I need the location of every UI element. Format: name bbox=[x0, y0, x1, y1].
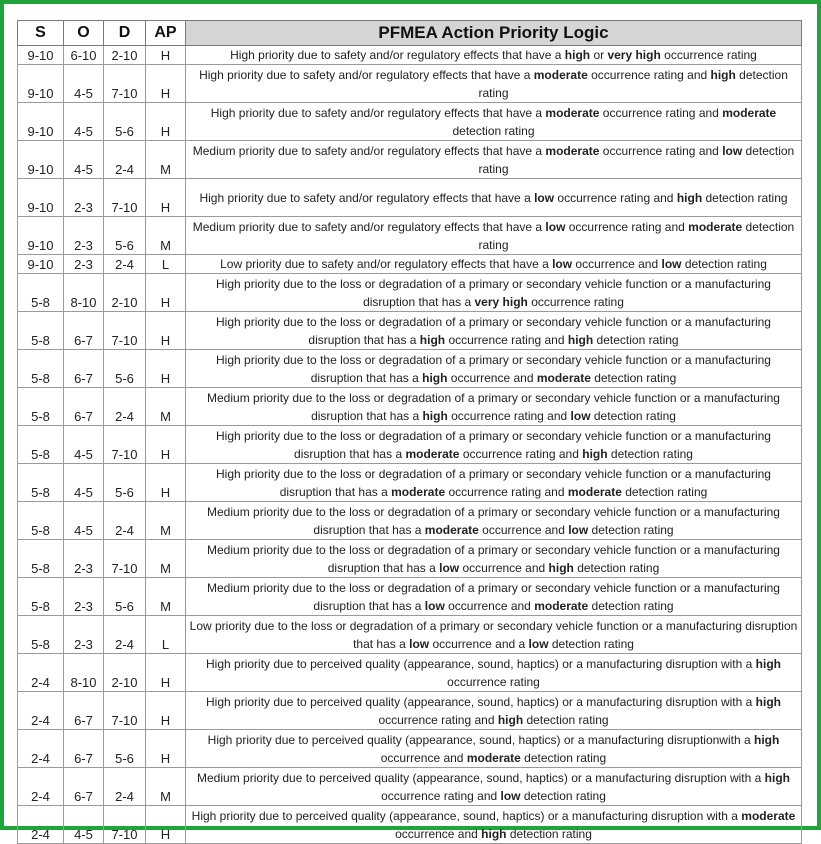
action-priority-cell: H bbox=[146, 65, 186, 103]
detection-cell: 2-10 bbox=[104, 654, 146, 692]
rating-emphasis: moderate bbox=[424, 522, 479, 537]
action-priority-cell: H bbox=[146, 692, 186, 730]
action-priority-cell: H bbox=[146, 46, 186, 65]
description-text: Medium priority due to the loss or degradation of a primary or secondary vehicle function or a manufacturing disruption that has a bbox=[207, 504, 780, 537]
description-text: High priority due to the loss or degradation of a primary or secondary vehicle function or a manufacturing disruption that has a bbox=[216, 276, 771, 309]
description-text: detection rating bbox=[478, 67, 788, 100]
rating-emphasis: low bbox=[570, 408, 591, 423]
severity-cell: 9-10 bbox=[18, 179, 64, 217]
description-text: High priority due to the loss or degradation of a primary or secondary vehicle function or a manufacturing disruption that has a bbox=[216, 352, 771, 385]
description-text: occurrence rating and bbox=[459, 446, 583, 461]
severity-cell: 2-4 bbox=[18, 730, 64, 768]
occurrence-cell: 6-10 bbox=[64, 46, 104, 65]
rating-emphasis: low bbox=[722, 143, 743, 158]
occurrence-cell: 2-3 bbox=[64, 179, 104, 217]
detection-cell: 5-6 bbox=[104, 217, 146, 255]
rating-emphasis: high bbox=[422, 408, 448, 423]
description-text: occurrence and bbox=[380, 750, 467, 765]
action-priority-cell: H bbox=[146, 730, 186, 768]
rating-emphasis: high bbox=[548, 560, 574, 575]
rating-emphasis: moderate bbox=[722, 105, 777, 120]
rating-emphasis: low bbox=[409, 636, 430, 651]
description-text: detection rating bbox=[588, 598, 674, 613]
table-row bbox=[18, 502, 802, 540]
description-text: occurrence rating and bbox=[447, 408, 571, 423]
action-priority-cell: H bbox=[146, 654, 186, 692]
description-text: occurrence rating and bbox=[445, 332, 568, 347]
description-text: occurrence and a bbox=[429, 636, 529, 651]
description-cell bbox=[186, 426, 802, 464]
detection-cell: 2-10 bbox=[104, 46, 146, 65]
detection-cell: 2-4 bbox=[104, 255, 146, 274]
table-row bbox=[18, 274, 802, 312]
pfmea-action-priority-table bbox=[17, 20, 802, 844]
rating-emphasis: high bbox=[419, 332, 446, 347]
description-text: occurrence and bbox=[444, 598, 535, 613]
occurrence-cell: 2-3 bbox=[64, 217, 104, 255]
description-text: High priority due to safety and/or regulatory effects that have a bbox=[199, 190, 535, 205]
rating-emphasis: high bbox=[481, 826, 507, 841]
occurrence-cell: 2-3 bbox=[64, 578, 104, 616]
action-priority-cell: M bbox=[146, 217, 186, 255]
detection-cell: 7-10 bbox=[104, 426, 146, 464]
description-text: detection rating bbox=[607, 446, 693, 461]
description-text: High priority due to the loss or degradation of a primary or secondary vehicle function or a manufacturing disruption that has a bbox=[216, 466, 771, 499]
header-row bbox=[18, 21, 802, 46]
description-cell bbox=[186, 312, 802, 350]
rating-emphasis: high bbox=[582, 446, 608, 461]
action-priority-cell: M bbox=[146, 578, 186, 616]
action-priority-cell: L bbox=[146, 255, 186, 274]
detection-cell: 2-4 bbox=[104, 141, 146, 179]
description-text: occurrence and bbox=[459, 560, 549, 575]
description-cell bbox=[186, 103, 802, 141]
severity-cell: 2-4 bbox=[18, 806, 64, 844]
severity-cell: 2-4 bbox=[18, 768, 64, 806]
table-row bbox=[18, 255, 802, 274]
rating-emphasis: low bbox=[568, 522, 589, 537]
severity-cell: 5-8 bbox=[18, 426, 64, 464]
occurrence-cell: 6-7 bbox=[64, 388, 104, 426]
description-cell bbox=[186, 141, 802, 179]
detection-cell: 7-10 bbox=[104, 179, 146, 217]
action-priority-cell: H bbox=[146, 312, 186, 350]
rating-emphasis: moderate bbox=[466, 750, 521, 765]
description-text: detection rating bbox=[520, 750, 607, 765]
description-text: High priority due to perceived quality (appearance, sound, haptics) or a manufacturing disruption with a bbox=[206, 694, 756, 709]
detection-cell: 2-4 bbox=[104, 388, 146, 426]
description-text: detection rating bbox=[590, 408, 676, 423]
rating-emphasis: moderate bbox=[405, 446, 460, 461]
action-priority-cell: H bbox=[146, 350, 186, 388]
rating-emphasis: very high bbox=[474, 294, 528, 309]
rating-emphasis: high bbox=[422, 370, 448, 385]
occurrence-cell: 4-5 bbox=[64, 426, 104, 464]
severity-cell: 5-8 bbox=[18, 350, 64, 388]
severity-cell: 9-10 bbox=[18, 65, 64, 103]
description-cell bbox=[186, 274, 802, 312]
table-row bbox=[18, 806, 802, 844]
table-row bbox=[18, 350, 802, 388]
rating-emphasis: moderate bbox=[567, 484, 622, 499]
description-text: occurrence and bbox=[395, 826, 482, 841]
description-text: occurrence rating and bbox=[599, 105, 723, 120]
rating-emphasis: high bbox=[564, 48, 591, 62]
rating-emphasis: low bbox=[424, 598, 445, 613]
detection-cell: 7-10 bbox=[104, 312, 146, 350]
description-text: Medium priority due to safety and/or regulatory effects that have a bbox=[192, 143, 546, 158]
action-priority-cell: H bbox=[146, 103, 186, 141]
severity-cell: 5-8 bbox=[18, 274, 64, 312]
rating-emphasis: moderate bbox=[534, 598, 589, 613]
severity-cell: 5-8 bbox=[18, 388, 64, 426]
severity-cell: 2-4 bbox=[18, 692, 64, 730]
description-text: or bbox=[590, 48, 608, 62]
occurrence-cell: 4-5 bbox=[64, 464, 104, 502]
occurrence-cell: 2-3 bbox=[64, 540, 104, 578]
occurrence-cell: 2-3 bbox=[64, 616, 104, 654]
rating-emphasis: high bbox=[676, 190, 703, 205]
description-text: occurrence and bbox=[447, 370, 537, 385]
rating-emphasis: moderate bbox=[536, 370, 591, 385]
description-text: High priority due to safety and/or regulatory effects that have a bbox=[230, 48, 565, 62]
occurrence-cell: 6-7 bbox=[64, 350, 104, 388]
description-cell bbox=[186, 654, 802, 692]
occurrence-cell: 4-5 bbox=[64, 65, 104, 103]
description-cell bbox=[186, 768, 802, 806]
occurrence-cell: 8-10 bbox=[64, 654, 104, 692]
action-priority-cell: H bbox=[146, 806, 186, 844]
table-row bbox=[18, 217, 802, 255]
description-text: occurrence rating and bbox=[378, 712, 498, 727]
severity-cell: 5-8 bbox=[18, 616, 64, 654]
action-priority-cell: H bbox=[146, 426, 186, 464]
severity-header: S bbox=[18, 21, 64, 46]
table-row bbox=[18, 388, 802, 426]
description-cell bbox=[186, 46, 802, 65]
description-text: occurrence rating bbox=[527, 294, 624, 309]
occurrence-cell: 2-3 bbox=[64, 255, 104, 274]
description-cell bbox=[186, 388, 802, 426]
rating-emphasis: low bbox=[661, 257, 682, 271]
severity-cell: 2-4 bbox=[18, 654, 64, 692]
description-text: detection rating bbox=[621, 484, 708, 499]
rating-emphasis: moderate bbox=[545, 105, 600, 120]
rating-emphasis: high bbox=[753, 732, 780, 747]
table-row bbox=[18, 426, 802, 464]
description-text: occurrence rating bbox=[447, 674, 540, 689]
description-text: Low priority due to safety and/or regulatory effects that have a bbox=[220, 257, 553, 271]
occurrence-cell: 4-5 bbox=[64, 141, 104, 179]
description-text: Medium priority due to safety and/or regulatory effects that have a bbox=[192, 219, 546, 234]
description-cell bbox=[186, 464, 802, 502]
detection-cell: 7-10 bbox=[104, 806, 146, 844]
rating-emphasis: moderate bbox=[533, 67, 588, 82]
table-row bbox=[18, 540, 802, 578]
occurrence-cell: 4-5 bbox=[64, 806, 104, 844]
action-priority-cell: M bbox=[146, 540, 186, 578]
description-text: occurrence rating and bbox=[445, 484, 568, 499]
severity-cell: 9-10 bbox=[18, 103, 64, 141]
detection-cell: 5-6 bbox=[104, 464, 146, 502]
occurrence-cell: 4-5 bbox=[64, 502, 104, 540]
description-text: detection rating bbox=[702, 190, 788, 205]
severity-cell: 9-10 bbox=[18, 46, 64, 65]
description-text: High priority due to safety and/or regulatory effects that have a bbox=[210, 105, 546, 120]
occurrence-header: O bbox=[64, 21, 104, 46]
description-text: detection rating bbox=[478, 219, 795, 252]
description-text: Low priority due to the loss or degradation of a primary or secondary vehicle function or a manufacturing disruption that has a bbox=[189, 618, 798, 651]
description-text: detection rating bbox=[506, 826, 592, 841]
detection-header: D bbox=[104, 21, 146, 46]
description-text: High priority due to safety and/or regulatory effects that have a bbox=[199, 67, 534, 82]
description-cell bbox=[186, 179, 802, 217]
description-text: detection rating bbox=[593, 332, 679, 347]
description-text: detection rating bbox=[573, 560, 660, 575]
severity-cell: 9-10 bbox=[18, 217, 64, 255]
table-row bbox=[18, 464, 802, 502]
action-priority-cell: M bbox=[146, 502, 186, 540]
rating-emphasis: moderate bbox=[391, 484, 446, 499]
table-row bbox=[18, 103, 802, 141]
occurrence-cell: 6-7 bbox=[64, 312, 104, 350]
table-row bbox=[18, 46, 802, 65]
rating-emphasis: low bbox=[545, 219, 566, 234]
detection-cell: 5-6 bbox=[104, 730, 146, 768]
rating-emphasis: high bbox=[755, 656, 781, 671]
description-text: High priority due to perceived quality (appearance, sound, haptics) or a manufacturing disruptionwith a bbox=[207, 732, 754, 747]
description-text: Medium priority due to the loss or degradation of a primary or secondary vehicle function or a manufacturing disruption that has a bbox=[207, 580, 780, 613]
description-text: detection rating bbox=[548, 636, 634, 651]
action-priority-cell: H bbox=[146, 179, 186, 217]
rating-emphasis: high bbox=[710, 67, 736, 82]
description-cell bbox=[186, 255, 802, 274]
occurrence-cell: 6-7 bbox=[64, 730, 104, 768]
occurrence-cell: 4-5 bbox=[64, 103, 104, 141]
description-cell bbox=[186, 540, 802, 578]
description-text: detection rating bbox=[681, 257, 767, 271]
occurrence-cell: 8-10 bbox=[64, 274, 104, 312]
description-cell bbox=[186, 502, 802, 540]
rating-emphasis: low bbox=[552, 257, 573, 271]
description-cell bbox=[186, 217, 802, 255]
table-row bbox=[18, 730, 802, 768]
severity-cell: 5-8 bbox=[18, 312, 64, 350]
description-text: occurrence rating and bbox=[565, 219, 689, 234]
description-text: High priority due to the loss or degradation of a primary or secondary vehicle function or a manufacturing disruption that has a bbox=[216, 428, 771, 461]
description-text: detection rating bbox=[523, 712, 609, 727]
table-row bbox=[18, 692, 802, 730]
table-row bbox=[18, 141, 802, 179]
description-text: occurrence rating and bbox=[554, 190, 677, 205]
action-priority-cell: M bbox=[146, 141, 186, 179]
description-cell bbox=[186, 616, 802, 654]
rating-emphasis: low bbox=[500, 788, 521, 803]
table-title: PFMEA Action Priority Logic bbox=[186, 21, 802, 46]
description-text: High priority due to the loss or degradation of a primary or secondary vehicle function or a manufacturing disruption that has a bbox=[216, 314, 771, 347]
table-row bbox=[18, 654, 802, 692]
rating-emphasis: moderate bbox=[741, 808, 796, 823]
rating-emphasis: low bbox=[528, 636, 549, 651]
detection-cell: 2-4 bbox=[104, 502, 146, 540]
action-priority-cell: M bbox=[146, 388, 186, 426]
action-priority-cell: M bbox=[146, 768, 186, 806]
description-text: detection rating bbox=[478, 143, 795, 176]
severity-cell: 5-8 bbox=[18, 464, 64, 502]
description-text: occurrence and bbox=[478, 522, 569, 537]
severity-cell: 9-10 bbox=[18, 141, 64, 179]
severity-cell: 5-8 bbox=[18, 578, 64, 616]
detection-cell: 5-6 bbox=[104, 350, 146, 388]
table-row bbox=[18, 768, 802, 806]
description-cell bbox=[186, 578, 802, 616]
detection-cell: 2-4 bbox=[104, 768, 146, 806]
rating-emphasis: high bbox=[567, 332, 594, 347]
table-row bbox=[18, 65, 802, 103]
rating-emphasis: moderate bbox=[688, 219, 743, 234]
description-text: Medium priority due to perceived quality (appearance, sound, haptics) or a manufacturing disruption with a bbox=[197, 770, 765, 785]
description-text: occurrence rating bbox=[660, 48, 757, 62]
description-text: detection rating bbox=[590, 370, 677, 385]
description-cell bbox=[186, 806, 802, 844]
description-text: occurrence rating and bbox=[599, 143, 723, 158]
description-text: occurrence rating and bbox=[587, 67, 711, 82]
occurrence-cell: 6-7 bbox=[64, 768, 104, 806]
description-text: occurrence rating and bbox=[381, 788, 501, 803]
occurrence-cell: 6-7 bbox=[64, 692, 104, 730]
rating-emphasis: moderate bbox=[545, 143, 600, 158]
action-priority-cell: H bbox=[146, 274, 186, 312]
action-priority-header: AP bbox=[146, 21, 186, 46]
detection-cell: 2-10 bbox=[104, 274, 146, 312]
rating-emphasis: low bbox=[534, 190, 555, 205]
description-text: detection rating bbox=[452, 123, 535, 138]
description-text: occurrence and bbox=[572, 257, 662, 271]
table-body bbox=[18, 46, 802, 844]
severity-cell: 5-8 bbox=[18, 502, 64, 540]
description-cell bbox=[186, 692, 802, 730]
description-text: Medium priority due to the loss or degradation of a primary or secondary vehicle function or a manufacturing disruption that has a bbox=[207, 390, 780, 423]
severity-cell: 9-10 bbox=[18, 255, 64, 274]
table-row bbox=[18, 179, 802, 217]
detection-cell: 2-4 bbox=[104, 616, 146, 654]
action-priority-cell: L bbox=[146, 616, 186, 654]
description-text: High priority due to perceived quality (appearance, sound, haptics) or a manufacturing disruption with a bbox=[206, 656, 756, 671]
detection-cell: 5-6 bbox=[104, 103, 146, 141]
table-row bbox=[18, 578, 802, 616]
rating-emphasis: low bbox=[439, 560, 460, 575]
description-text: High priority due to perceived quality (appearance, sound, haptics) or a manufacturing disruption with a bbox=[191, 808, 742, 823]
detection-cell: 7-10 bbox=[104, 540, 146, 578]
detection-cell: 7-10 bbox=[104, 692, 146, 730]
table-row bbox=[18, 312, 802, 350]
description-cell bbox=[186, 65, 802, 103]
rating-emphasis: high bbox=[755, 694, 781, 709]
description-cell bbox=[186, 350, 802, 388]
description-cell bbox=[186, 730, 802, 768]
description-text: detection rating bbox=[520, 788, 606, 803]
detection-cell: 7-10 bbox=[104, 65, 146, 103]
rating-emphasis: very high bbox=[607, 48, 661, 62]
description-text: Medium priority due to the loss or degradation of a primary or secondary vehicle function or a manufacturing disruption that has a bbox=[207, 542, 780, 575]
rating-emphasis: high bbox=[764, 770, 790, 785]
table-row bbox=[18, 616, 802, 654]
rating-emphasis: high bbox=[497, 712, 524, 727]
description-text: detection rating bbox=[588, 522, 674, 537]
detection-cell: 5-6 bbox=[104, 578, 146, 616]
action-priority-cell: H bbox=[146, 464, 186, 502]
severity-cell: 5-8 bbox=[18, 540, 64, 578]
